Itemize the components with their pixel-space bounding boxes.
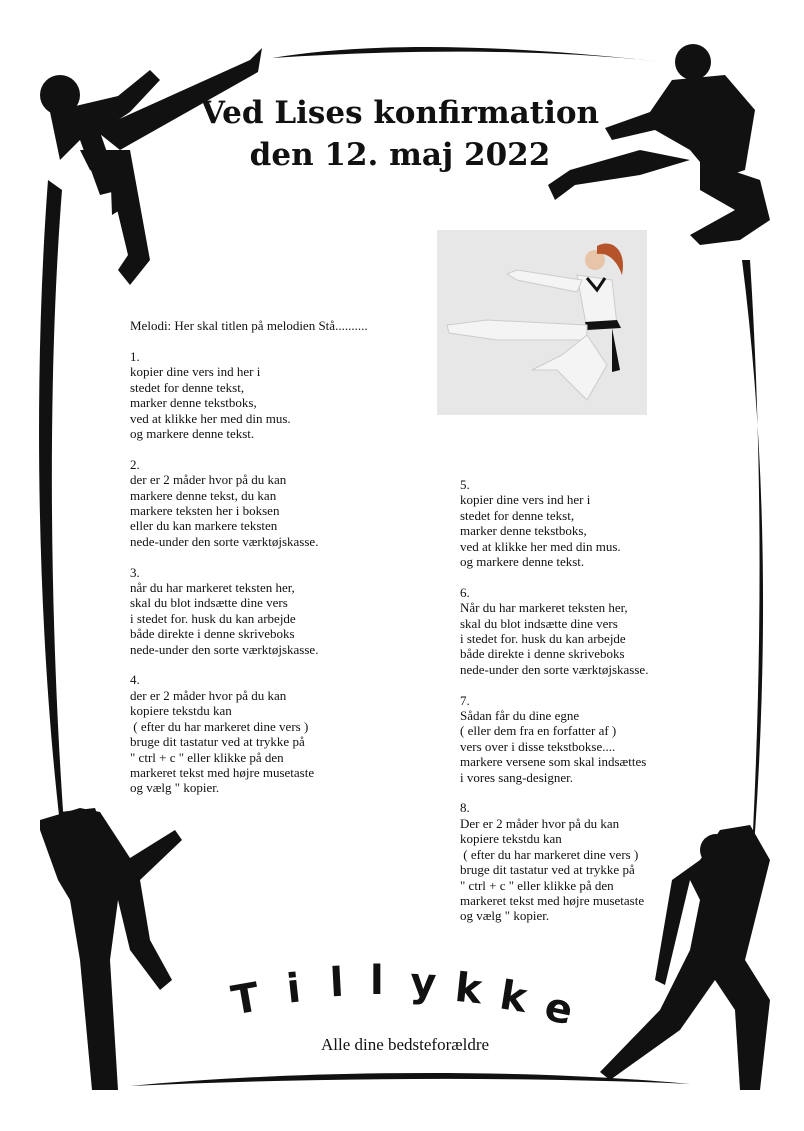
signoff: Alle dine bedsteforældre <box>320 1035 490 1054</box>
verse-line: Sådan får du dine egne <box>460 708 580 724</box>
verse-line: skal du blot indsætte dine vers <box>130 595 288 611</box>
verse-line: og vælg " kopier. <box>130 780 220 796</box>
verse-line: nede-under den sorte værktøjskasse. <box>130 641 319 657</box>
verse-line: Der er 2 måder hvor på du kan <box>460 815 620 831</box>
verse-line: marker denne tekstboks, <box>460 523 587 539</box>
melody-line: Melodi: Her skal titlen på melodien Stå.......... <box>130 318 368 333</box>
verse-line: 3. <box>130 564 140 580</box>
verse-line: ( efter du har markeret dine vers ) <box>460 846 639 862</box>
verse-line: og markere denne tekst. <box>460 554 585 570</box>
verse-line: ( efter du har markeret dine vers ) <box>130 718 309 734</box>
greeting-letter: k <box>452 964 485 1014</box>
verse-line: både direkte i denne skriveboks <box>460 646 625 662</box>
verse-line: Når du har markeret teksten her, <box>460 600 628 616</box>
verse-line: når du har markeret teksten her, <box>130 580 295 596</box>
greeting-letter: l <box>370 958 384 1004</box>
verse-line: 4. <box>130 672 140 688</box>
verse-line: i stedet for. husk du kan arbejde <box>130 610 296 626</box>
verse-line: og markere denne tekst. <box>130 426 255 442</box>
verse-line: markere versene som skal indsættes <box>460 754 647 770</box>
verse-line: ved at klikke her med din mus. <box>130 410 291 426</box>
verse-line: nede-under den sorte værktøjskasse. <box>460 661 649 677</box>
verse-line: stedet for denne tekst, <box>460 507 575 523</box>
verse-line: " ctrl + c " eller klikke på den <box>130 749 284 765</box>
greeting-letter: k <box>496 972 531 1023</box>
title-line-1: Ved Lises konfirmation <box>200 95 600 131</box>
verse-line: eller du kan markere teksten <box>130 518 278 534</box>
verse-line: " ctrl + c " eller klikke på den <box>460 877 614 893</box>
verse-line: 6. <box>460 584 470 600</box>
greeting-letter: i <box>284 965 303 1013</box>
greeting-letter: e <box>540 983 577 1035</box>
greeting-letter: T <box>228 974 263 1025</box>
verse-line: 1. <box>130 349 140 364</box>
verse-line: marker denne tekstboks, <box>130 395 257 411</box>
verse-line: vers over i disse tekstbokse.... <box>460 738 616 754</box>
title-line-2: den 12. maj 2022 <box>249 137 551 173</box>
verse-line: 5. <box>460 477 470 492</box>
verse-line: 7. <box>460 692 470 708</box>
greeting-letter: l <box>328 959 345 1007</box>
verse-line: ( eller dem fra en forfatter af ) <box>460 723 617 739</box>
verse-line: nede-under den sorte værktøjskasse. <box>130 533 319 549</box>
verse-line: 2. <box>130 456 140 472</box>
verse-line: og vælg " kopier. <box>460 908 550 924</box>
verse-line: i vores sang-designer. <box>460 769 574 785</box>
verse-line: bruge dit tastatur ved at trykke på <box>130 734 305 750</box>
verse-line: der er 2 måder hvor på du kan <box>130 472 287 488</box>
verse-line: der er 2 måder hvor på du kan <box>130 687 287 703</box>
verse-line: i stedet for. husk du kan arbejde <box>460 631 626 647</box>
verse-line: både direkte i denne skriveboks <box>130 626 295 642</box>
greeting-letter: y <box>408 959 438 1007</box>
verse-line: skal du blot indsætte dine vers <box>460 615 618 631</box>
verse-line: kopier dine vers ind her i <box>130 364 261 380</box>
verse-line: markere denne tekst, du kan <box>130 487 277 503</box>
verse-line: markeret tekst med højre musetaste <box>130 764 315 780</box>
verse-line: markere teksten her i boksen <box>130 503 280 519</box>
verse-line: markeret tekst med højre musetaste <box>460 892 645 908</box>
verse-line: kopiere tekstdu kan <box>460 831 562 847</box>
verse-line: bruge dit tastatur ved at trykke på <box>460 862 635 878</box>
verse-line: ved at klikke her med din mus. <box>460 538 621 554</box>
verse-line: kopiere tekstdu kan <box>130 703 232 719</box>
verse-line: kopier dine vers ind her i <box>460 492 591 508</box>
verse-line: 8. <box>460 800 470 816</box>
verse-line: stedet for denne tekst, <box>130 379 245 395</box>
